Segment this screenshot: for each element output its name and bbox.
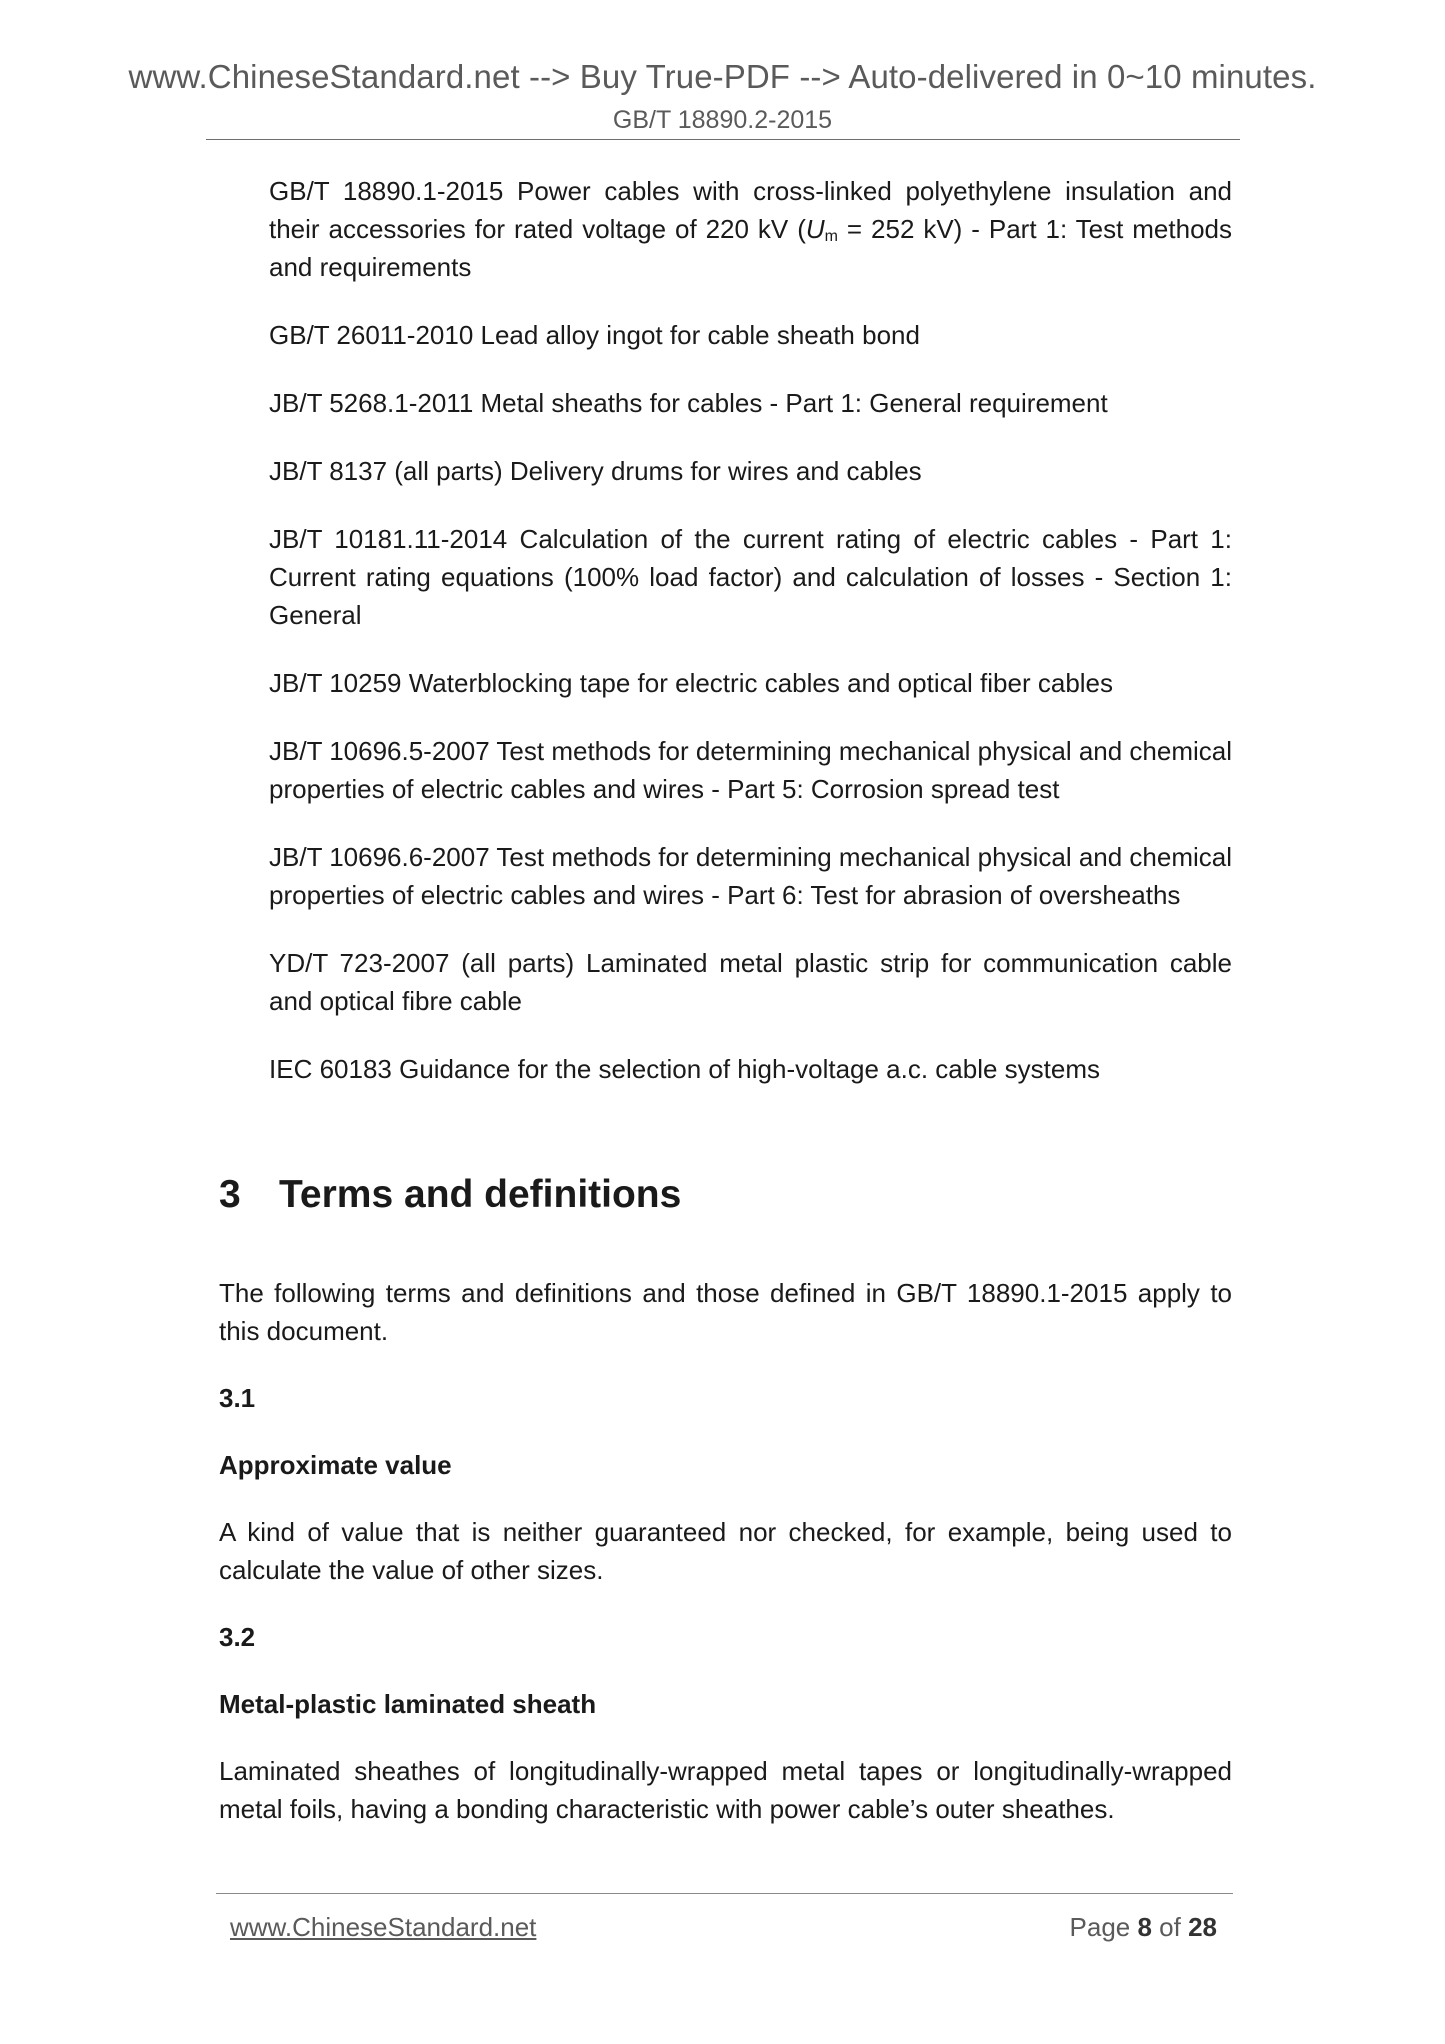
term-title: Approximate value bbox=[219, 1450, 452, 1480]
reference-item: YD/T 723-2007 (all parts) Laminated metal plastic strip for communication cable and optical fibre cable bbox=[269, 948, 1232, 1016]
term-definition: A kind of value that is neither guaranteed nor checked, for example, being used to calculate the value of other sizes. bbox=[219, 1517, 1232, 1585]
reference-item: JB/T 10181.11-2014 Calculation of the current rating of electric cables - Part 1: Current rating equations (100% load factor) and calculation of losses - Section 1: General bbox=[269, 524, 1232, 630]
reference-item: JB/T 8137 (all parts) Delivery drums for wires and cables bbox=[269, 456, 922, 486]
terms-and-definitions-section bbox=[219, 1170, 1232, 1857]
term-number: 3.2 bbox=[219, 1622, 256, 1652]
header-divider bbox=[206, 139, 1240, 140]
term-number: 3.1 bbox=[219, 1383, 256, 1413]
reference-item: JB/T 10696.5-2007 Test methods for determining mechanical physical and chemical properties of electric cables and wires - Part 5: Corrosion spread test bbox=[269, 736, 1233, 804]
term-title: Metal-plastic laminated sheath bbox=[219, 1689, 597, 1719]
footer-divider bbox=[216, 1893, 1233, 1894]
reference-item: IEC 60183 Guidance for the selection of high-voltage a.c. cable systems bbox=[269, 1054, 1101, 1084]
footer-site-link[interactable]: www.ChineseStandard.net bbox=[230, 1912, 537, 1942]
document-id: GB/T 18890.2-2015 bbox=[612, 106, 833, 134]
reference-item: JB/T 10696.6-2007 Test methods for determining mechanical physical and chemical properties of electric cables and wires - Part 6: Test for abrasion of oversheaths bbox=[269, 842, 1233, 910]
section-heading: 3 Terms and definitions bbox=[219, 1173, 682, 1216]
section-intro: The following terms and definitions and those defined in GB/T 18890.1-2015 apply to this document. bbox=[219, 1278, 1232, 1346]
reference-item: GB/T 26011-2010 Lead alloy ingot for cable sheath bond bbox=[269, 320, 920, 350]
reference-item: GB/T 18890.1-2015 Power cables with cross-linked polyethylene insulation and their accessories for rated voltage of 220 kV ($U_m = 252$ kV) - Part 1: Test methods and requirements bbox=[269, 176, 1232, 282]
normative-references-list bbox=[269, 172, 1232, 1118]
header-banner: www.ChineseStandard.net --> Buy True-PDF --> Auto-delivered in 0~10 minutes. bbox=[128, 58, 1317, 95]
term-definition: Laminated sheathes of longitudinally-wrapped metal tapes or longitudinally-wrapped metal foils, having a bonding characteristic with power cable’s outer sheathes. bbox=[219, 1756, 1232, 1824]
reference-item: JB/T 5268.1-2011 Metal sheaths for cables - Part 1: General requirement bbox=[269, 388, 1108, 418]
page-number: Page 8 of 28 bbox=[1069, 1912, 1217, 1942]
reference-item: JB/T 10259 Waterblocking tape for electric cables and optical fiber cables bbox=[269, 668, 1114, 698]
